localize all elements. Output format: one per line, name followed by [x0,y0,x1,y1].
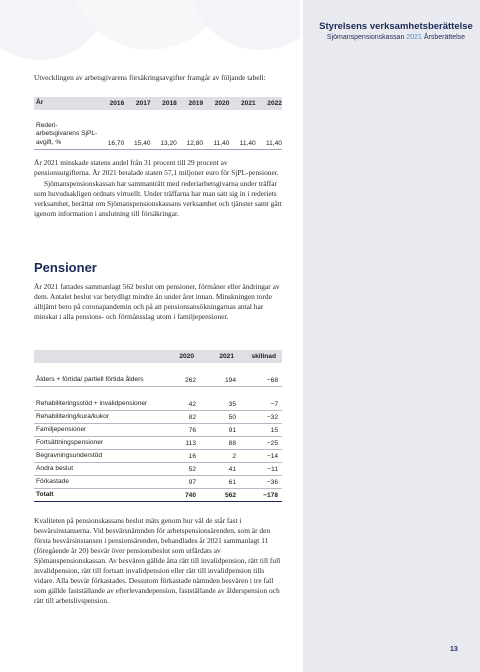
cell-2020: 97 [188,479,196,486]
total-2020: 740 [184,492,196,499]
page-number: 13 [450,646,458,653]
row-label: Begravningsunderstöd [36,451,102,459]
fee-value: 11,40 [265,140,282,147]
col-2021: 2021 [219,353,234,360]
cell-2021: 88 [228,440,236,447]
fee-value: 16,70 [107,140,125,147]
org-name: Sjömanspensionskassan [326,34,405,41]
row-label: Andra beslut [36,464,74,472]
table-row [34,476,282,489]
report-year: 2021 [406,34,422,41]
table-row [34,450,282,463]
paragraph-state-share: År 2021 minskade statens andel från 31 procent till 29 procent av pensionsutgifterna. År 2021 betalade staten 57,1 miljoner euro för SjPL-pensioner. [34,158,279,177]
cell-2021: 35 [228,401,236,408]
row-label: Förkastade [36,477,69,485]
table-row [34,411,282,424]
cell-diff: −14 [266,453,278,460]
year-cell: 2022 [267,100,282,107]
table-row [34,363,282,387]
paragraph-decisions: År 2021 fattades sammanlagt 562 beslut om pensioner, förmåner eller ändringar av dem. Antalet beslut var betydligt mindre än under året innan. Minskningen torde alltjämt bero på coronapandemin och på att pensionsansökningarnas antal har minskat i alla pensions- och förmånsslag utom i familjepensioner. [34,282,280,321]
cell-2021: 41 [228,466,236,473]
row-label: Rehabilitering/kura/kukor [36,412,109,420]
cell-2021: 91 [228,427,236,434]
table-row [34,437,282,450]
row-label: Familjepensioner [36,425,87,433]
year-cell: 2016 [109,100,125,107]
year-cell: 2017 [135,100,151,107]
pension-table-header [34,350,282,363]
cell-diff: −68 [266,377,278,384]
cell-2020: 82 [188,414,196,421]
row-label: Rehabiliteringsstöd + invalidpensioner [36,399,148,407]
pension-table [34,350,282,502]
total-label: Totalt [36,490,54,498]
cell-2021: 50 [228,414,236,421]
cell-2021: 194 [224,377,236,384]
cell-diff: −32 [266,414,278,421]
table-row [34,387,282,411]
intro-text: Utvecklingen av arbetsgivarens försäkringsavgifter framgår av följande tabell: [34,73,266,82]
cell-2020: 42 [188,401,196,408]
table-row [34,424,282,437]
paragraph-meetings: Sjömanspensionskassan har sammanträtt med rederiarbetsgivarna under träffar som huvudsakligen ordnats virtuellt. Under träffarna har man satt sig in i rederiets verksamhet, berättat om Sjömanspensionskassans verksamhet och tjänster samt gått igenom information i anslutning till försäkringar. [34,179,282,218]
cell-2021: 61 [228,479,236,486]
total-2021: 562 [224,492,236,499]
year-cell: 2020 [214,100,230,107]
cell-diff: −25 [266,440,278,447]
table-row [34,463,282,476]
col-2020: 2020 [179,353,194,360]
fee-table-header [34,97,282,110]
fee-row [34,110,282,150]
cell-2020: 16 [188,453,196,460]
fee-table [34,97,282,150]
fee-value: 11,40 [239,140,256,147]
cell-diff: −11 [267,466,278,473]
col-diff: skillnad [251,353,276,360]
cell-2020: 52 [188,466,196,473]
cell-diff: −7 [270,401,278,408]
sidebar-panel [303,0,480,672]
fee-row-label: Rederi-arbetsgivarens SjPL-avgift, % [36,121,98,146]
cell-2020: 76 [188,427,196,434]
cell-diff: −36 [266,479,278,486]
cell-2021: 2 [232,453,236,460]
fee-value: 13,20 [160,140,177,147]
cell-2020: 113 [185,440,196,447]
fee-col-header: År [36,99,44,107]
report-title: Styrelsens verksamhetsberättelse [319,21,473,32]
fee-value: 11,40 [213,140,230,147]
section-heading: Pensioner [34,260,97,275]
row-label: Ålders + förtida/ partiell förtida ålders [36,375,144,383]
year-cell: 2021 [241,100,256,107]
fee-value: 15,40 [134,140,151,147]
row-label: Fortsättningspensioner [36,438,104,446]
cell-2020: 262 [184,377,196,384]
paragraph-quality: Kvaliteten på pensionskassans beslut mäts genom hur väl de står fast i besvärsinstanserna. Vid besvärsnämnden för arbetspensionsärenden, som är den första besvärsinstansen i pensionsärenden, behandlades år 2021 sammanlagt 11 (föregående år 20) besvär över pensionsbeslut som utfärdats av Sjömanspensionskassan. Av besvären gällde åtta rätt till invalidpension, rätt till full invalidpension, rätt till fortsatt invalidpension eller rätt till invalidpension tills vidare. Alla besvär förkastades. Dessutom förkastade nämnden besvären i tre fall som gällde fastställande av efterlevandepension, fastställande av ålderspension och rätt till arbetslivspension. [34,516,281,605]
year-cell: 2019 [188,100,204,107]
fee-value: 12,80 [186,140,204,147]
total-row [34,489,282,502]
doc-type: Årsberättelse [423,34,466,41]
cell-diff: 15 [270,427,278,434]
year-cell: 2018 [162,100,177,107]
report-subtitle [316,34,476,41]
decorative-arcs [0,0,300,60]
total-diff: −178 [263,492,278,499]
